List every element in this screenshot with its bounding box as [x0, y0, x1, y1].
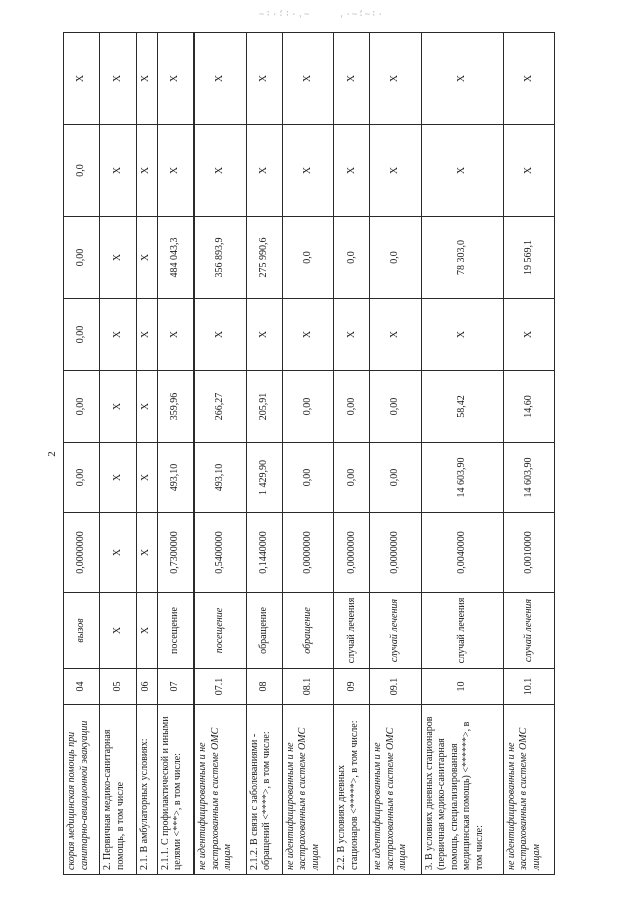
unit-cost-cell: 0,00	[370, 443, 421, 513]
per-capita-oms-cell: X	[370, 299, 421, 371]
unit-cost-cell: 493,10	[194, 443, 246, 513]
total-oms-cell: X	[334, 125, 370, 217]
volume-norm-cell: 0,5400000	[194, 513, 246, 593]
per-capita-budget-cell: 0,00	[64, 371, 100, 443]
table-row	[370, 33, 421, 875]
service-name-cell: 2.1. В амбулаторных условиях:	[136, 705, 157, 875]
total-budget-cell: X	[136, 217, 157, 299]
total-oms-cell: X	[503, 125, 555, 217]
unit-cell: X	[100, 593, 136, 669]
per-capita-oms-cell: X	[503, 299, 555, 371]
service-name-cell: 2.1.1. С профилактической и иными целями <***>, в том числе:	[157, 705, 194, 875]
percent-cell: X	[100, 33, 136, 125]
total-budget-cell: 78 303,0	[421, 217, 503, 299]
per-capita-oms-cell: X	[282, 299, 333, 371]
row-code-cell: 09.1	[370, 669, 421, 705]
per-capita-budget-cell: 266,27	[194, 371, 246, 443]
row-code-cell: 07.1	[194, 669, 246, 705]
service-name-cell: 2. Первичная медико-санитарная помощь, в том числе	[100, 705, 136, 875]
unit-cost-cell: 14 603,90	[421, 443, 503, 513]
rotated-table-container	[63, 33, 555, 875]
unit-cell: обращение	[282, 593, 333, 669]
row-code-cell: 08	[246, 669, 282, 705]
per-capita-oms-cell: X	[334, 299, 370, 371]
total-budget-cell: 0,0	[334, 217, 370, 299]
total-oms-cell: X	[370, 125, 421, 217]
unit-cost-cell: 0,00	[282, 443, 333, 513]
unit-cell: посещение	[194, 593, 246, 669]
volume-norm-cell: X	[100, 513, 136, 593]
table-row	[194, 33, 246, 875]
service-name-cell: 3. В условиях дневных стационаров (первичная медико-санитарная помощь, специализированная медицинская помощь) <******>, в том числе:	[421, 705, 503, 875]
per-capita-budget-cell: X	[100, 371, 136, 443]
total-oms-cell: X	[246, 125, 282, 217]
per-capita-budget-cell: 0,00	[282, 371, 333, 443]
total-budget-cell: 484 043,3	[157, 217, 194, 299]
total-budget-cell: 19 569,1	[503, 217, 555, 299]
service-name-cell: не идентифицированным и не застрахованным в системе ОМС лицам	[370, 705, 421, 875]
table-row	[421, 33, 503, 875]
service-name-cell: 2.2. В условиях дневных стационаров <*****>, в том числе:	[334, 705, 370, 875]
percent-cell: X	[370, 33, 421, 125]
total-oms-cell: 0,0	[64, 125, 100, 217]
unit-cost-cell: 0,00	[64, 443, 100, 513]
financing-table	[63, 32, 555, 875]
per-capita-budget-cell: X	[136, 371, 157, 443]
unit-cost-cell: 14 603,90	[503, 443, 555, 513]
service-name-cell: не идентифицированным и не застрахованным в системе ОМС лицам	[503, 705, 555, 875]
per-capita-budget-cell: 14,60	[503, 371, 555, 443]
service-name-cell: скорая медицинская помощь при санитарно-авиационной эвакуации	[64, 705, 100, 875]
total-budget-cell: 275 990,6	[246, 217, 282, 299]
per-capita-oms-cell: X	[421, 299, 503, 371]
percent-cell: X	[136, 33, 157, 125]
volume-norm-cell: 0,0040000	[421, 513, 503, 593]
unit-cost-cell: 493,10	[157, 443, 194, 513]
total-budget-cell: 0,0	[282, 217, 333, 299]
volume-norm-cell: 0,7300000	[157, 513, 194, 593]
table-row	[157, 33, 194, 875]
row-code-cell: 05	[100, 669, 136, 705]
percent-cell: X	[503, 33, 555, 125]
per-capita-oms-cell: 0,00	[64, 299, 100, 371]
table-row	[64, 33, 100, 875]
unit-cell: посещение	[157, 593, 194, 669]
total-oms-cell: X	[100, 125, 136, 217]
row-code-cell: 08.1	[282, 669, 333, 705]
service-name-cell: не идентифицированным и не застрахованным в системе ОМС лицам	[282, 705, 333, 875]
table-row	[136, 33, 157, 875]
total-budget-cell: 0,0	[370, 217, 421, 299]
scan-mark: ·:~;~·'	[338, 8, 383, 18]
total-budget-cell: X	[100, 217, 136, 299]
percent-cell: X	[282, 33, 333, 125]
volume-norm-cell: 0,0000000	[370, 513, 421, 593]
row-code-cell: 06	[136, 669, 157, 705]
unit-cell: случай лечения	[370, 593, 421, 669]
percent-cell: X	[334, 33, 370, 125]
unit-cost-cell: X	[136, 443, 157, 513]
volume-norm-cell: 0,0000000	[334, 513, 370, 593]
per-capita-oms-cell: X	[246, 299, 282, 371]
total-oms-cell: X	[136, 125, 157, 217]
per-capita-oms-cell: X	[157, 299, 194, 371]
service-name-cell: не идентифицированным и не застрахованным в системе ОМС лицам	[194, 705, 246, 875]
row-code-cell: 10	[421, 669, 503, 705]
total-oms-cell: X	[282, 125, 333, 217]
volume-norm-cell: X	[136, 513, 157, 593]
volume-norm-cell: 0,0000000	[282, 513, 333, 593]
unit-cost-cell: 1 429,90	[246, 443, 282, 513]
unit-cost-cell: 0,00	[334, 443, 370, 513]
per-capita-budget-cell: 0,00	[370, 371, 421, 443]
unit-cell: случай лечения	[421, 593, 503, 669]
row-code-cell: 04	[64, 669, 100, 705]
table-row	[282, 33, 333, 875]
percent-cell: X	[421, 33, 503, 125]
percent-cell: X	[246, 33, 282, 125]
total-budget-cell: 0,00	[64, 217, 100, 299]
table-row	[100, 33, 136, 875]
volume-norm-cell: 0,1440000	[246, 513, 282, 593]
total-oms-cell: X	[421, 125, 503, 217]
per-capita-oms-cell: X	[136, 299, 157, 371]
total-budget-cell: 356 893,9	[194, 217, 246, 299]
page-number: 2	[46, 451, 58, 457]
per-capita-budget-cell: 58,42	[421, 371, 503, 443]
scan-mark: ~'·:;·:~	[258, 8, 310, 18]
service-name-cell: 2.1.2. В связи с заболеваниями - обращений <****>, в том числе:	[246, 705, 282, 875]
per-capita-budget-cell: 205,91	[246, 371, 282, 443]
unit-cell: обращение	[246, 593, 282, 669]
unit-cell: X	[136, 593, 157, 669]
percent-cell: X	[194, 33, 246, 125]
percent-cell: X	[64, 33, 100, 125]
per-capita-oms-cell: X	[194, 299, 246, 371]
percent-cell: X	[157, 33, 194, 125]
total-oms-cell: X	[157, 125, 194, 217]
unit-cell: случай лечения	[503, 593, 555, 669]
row-code-cell: 10.1	[503, 669, 555, 705]
volume-norm-cell: 0,0000000	[64, 513, 100, 593]
per-capita-budget-cell: 0,00	[334, 371, 370, 443]
unit-cell: случай лечения	[334, 593, 370, 669]
per-capita-oms-cell: X	[100, 299, 136, 371]
row-code-cell: 07	[157, 669, 194, 705]
total-oms-cell: X	[194, 125, 246, 217]
per-capita-budget-cell: 359,96	[157, 371, 194, 443]
unit-cell: вызов	[64, 593, 100, 669]
table-row	[334, 33, 370, 875]
unit-cost-cell: X	[100, 443, 136, 513]
row-code-cell: 09	[334, 669, 370, 705]
volume-norm-cell: 0,0010000	[503, 513, 555, 593]
table-row	[246, 33, 282, 875]
table-row	[503, 33, 555, 875]
